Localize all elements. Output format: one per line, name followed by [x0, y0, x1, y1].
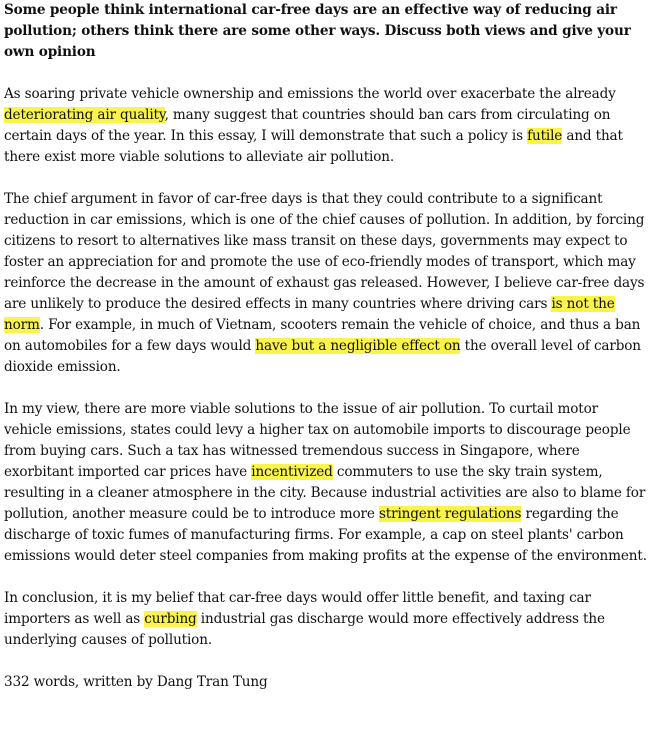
highlighted-phrase: deteriorating air quality: [4, 107, 165, 123]
highlighted-phrase: have but a negligible effect on: [255, 338, 461, 354]
text-segment: In my view, there are more viable solutions to the issue of air pollution. To curtail motor vehicle emissions, states could levy a higher tax on automobile imports to discourage people from buying cars. Such a tax has witnessed tremendous success in Singapore, where exorbitant imported car prices have: [4, 401, 631, 480]
text-segment: The chief argument in favor of car-free days is that they could contribute to a significant reduction in car emissions, which is one of the chief causes of pollution. In addition, by forcing citizens to resort to alternatives like mass transit on these days, governments may expect to foster an appreciation for and promote the use of eco-friendly modes of transport, which may reinforce the decrease in the amount of exhaust gas released. However, I believe car-free days are unlikely to produce the desired effects in many countries where driving cars: [4, 191, 645, 312]
paragraph-body-2: [4, 399, 648, 567]
text-segment: , many suggest that countries should ban cars from circulating on certain days of the year. In this essay, I will demonstrate that such a policy is: [4, 107, 611, 144]
highlighted-phrase: incentivized: [251, 464, 333, 480]
word-count-author: 332 words, written by Dang Tran Tung: [4, 674, 268, 690]
highlighted-phrase: is not the norm: [4, 296, 615, 333]
highlighted-phrase: curbing: [144, 611, 197, 627]
essay-title: Some people think international car-free days are an effective way of reducing air pollution; others think there are some other ways. Discuss both views and give your own opinion: [4, 2, 631, 60]
text-segment: As soaring private vehicle ownership and emissions the world over exacerbate the already: [4, 86, 616, 102]
text-segment: . For example, in much of Vietnam, scooters remain the vehicle of choice, and thus a ban on automobiles for a few days would: [4, 317, 641, 354]
paragraph-body-1: [4, 189, 648, 378]
paragraph-conclusion: [4, 588, 648, 651]
text-segment: the overall level of carbon dioxide emission.: [4, 338, 641, 375]
highlighted-phrase: futile: [527, 128, 563, 144]
text-segment: industrial gas discharge would more effectively address the underlying causes of pollution.: [4, 611, 605, 648]
text-segment: In conclusion, it is my belief that car-free days would offer little benefit, and taxing car importers as well as: [4, 590, 591, 627]
text-segment: and that there exist more viable solutions to alleviate air pollution.: [4, 128, 623, 165]
paragraph-introduction: [4, 84, 648, 168]
text-segment: commuters to use the sky train system, resulting in a cleaner atmosphere in the city. Because industrial activities are also to blame for pollution, another measure could be to introduce more: [4, 464, 646, 522]
text-segment: regarding the discharge of toxic fumes of manufacturing firms. For example, a cap on steel plants' carbon emissions would deter steel companies from making profits at the expense of the environment.: [4, 506, 647, 564]
highlighted-phrase: stringent regulations: [378, 506, 522, 522]
